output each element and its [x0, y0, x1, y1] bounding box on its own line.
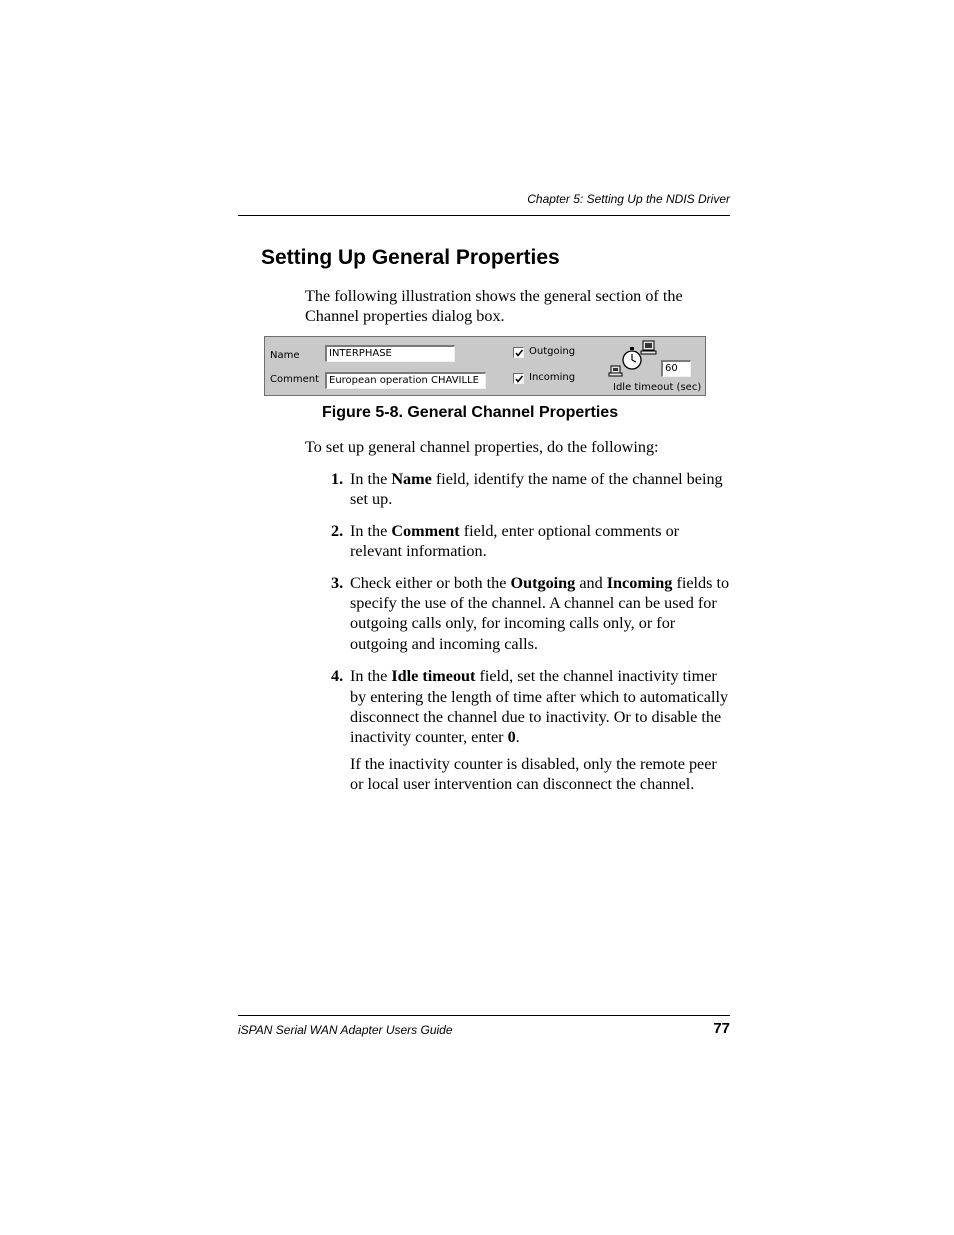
checkmark-icon — [514, 374, 524, 384]
incoming-checkbox[interactable] — [513, 373, 524, 384]
footer-rule — [238, 1015, 730, 1016]
outgoing-label: Outgoing — [529, 346, 576, 357]
step-note: If the inactivity counter is disabled, only the remote peer or local user intervention can disconnect the channel. — [350, 754, 717, 794]
step-text: Check either or both the Outgoing and Incoming fields to specify the use of the channel. A channel can be used for outgoing calls only, for incoming calls only, or for outgoing and incoming calls. — [350, 573, 730, 653]
comment-term: Comment — [391, 521, 460, 540]
step-2 — [305, 521, 730, 562]
name-label: Name — [270, 350, 300, 361]
step-number: 4. — [331, 667, 344, 686]
incoming-label: Incoming — [529, 372, 576, 383]
step-text: In the Idle timeout field, set the channel inactivity timer by entering the length of time after which to automatically disconnect the channel due to inactivity. Or to disable the inactivity counter, enter 0. — [350, 667, 729, 747]
steps-list — [305, 469, 730, 795]
header-rule — [238, 215, 730, 216]
idle-timeout-field[interactable]: 60 — [661, 360, 691, 377]
stopwatch-icon — [608, 339, 660, 377]
comment-label: Comment — [270, 374, 319, 385]
intro-paragraph: The following illustration shows the general section of the Channel properties dialog box. — [305, 287, 683, 326]
running-head: Chapter 5: Setting Up the NDIS Driver — [527, 192, 730, 206]
step-number: 1. — [331, 470, 344, 488]
step-text: In the Comment field, enter optional comments or relevant information. — [350, 521, 680, 561]
channel-properties-dialog — [264, 336, 706, 396]
comment-field[interactable]: European operation CHAVILLE — [325, 372, 486, 389]
step-text: In the Name field, identify the name of the channel being set up. — [350, 470, 723, 509]
step-1 — [305, 469, 730, 510]
step-number: 2. — [331, 521, 344, 540]
checkmark-icon — [514, 348, 524, 358]
figure-caption: Figure 5-8. General Channel Properties — [322, 404, 619, 421]
idle-timeout-term: Idle timeout — [391, 667, 476, 686]
incoming-term: Incoming — [606, 573, 673, 592]
footer-title: iSPAN Serial WAN Adapter Users Guide — [238, 1023, 453, 1037]
page-number: 77 — [713, 1020, 730, 1037]
outgoing-checkbox[interactable] — [513, 347, 524, 358]
section-title: Setting Up General Properties — [261, 246, 560, 269]
zero-term: 0 — [507, 728, 516, 747]
outgoing-term: Outgoing — [510, 573, 576, 592]
idle-timeout-label: Idle timeout (sec) — [613, 382, 702, 393]
step-3 — [305, 573, 730, 655]
lead-paragraph: To set up general channel properties, do the following: — [305, 438, 659, 456]
step-number: 3. — [331, 573, 344, 592]
step-4 — [305, 666, 730, 794]
name-term: Name — [391, 470, 432, 488]
name-field[interactable]: INTERPHASE — [325, 345, 455, 362]
